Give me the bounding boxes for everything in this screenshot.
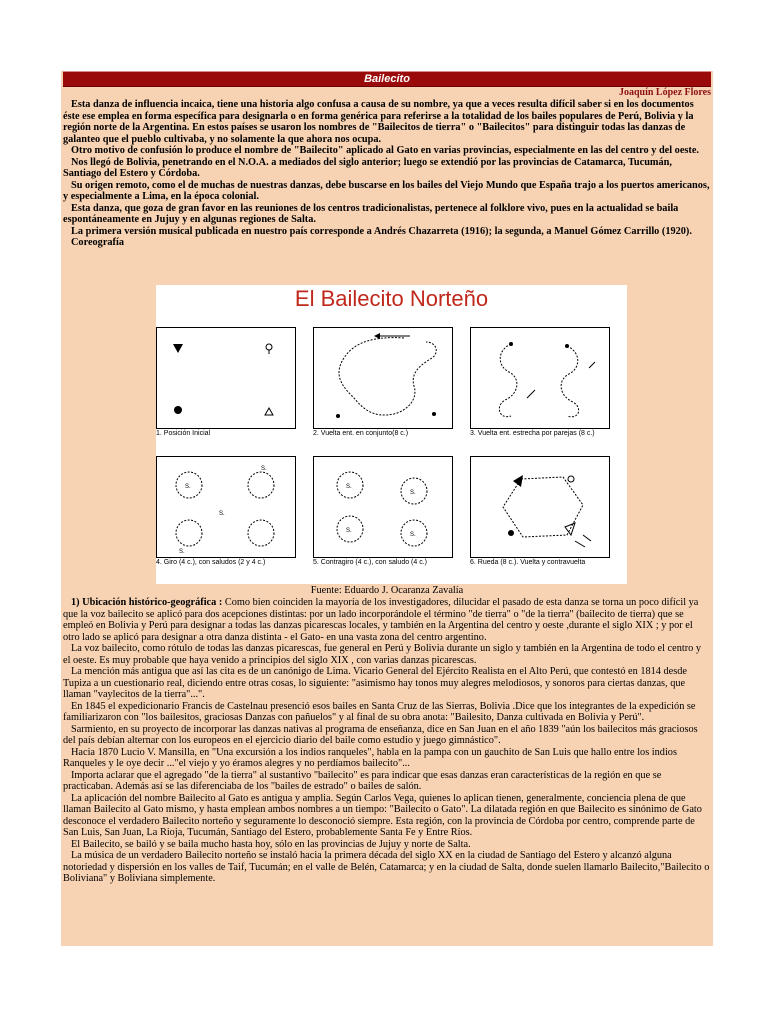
figure-step-2: [313, 327, 453, 439]
history-paragraph: En 1845 el expedicionario Francis de Castelnau presenció esos bailes en Santa Cruz de las Sierras, Bolivia .Dice que los integrantes de la expedición se familiarizaron con "los bailesitos, graciosas Danzas con pañuelos" y al final de su obra anota: "Bailesito, Danza cultivada en Bolivia y Perú".: [63, 700, 696, 723]
wheel-diagram: [471, 457, 609, 557]
figure-caption: 5. Contragiro (4 c.), con saludo (4 c.): [313, 559, 427, 566]
section-heading: 1) Ubicación histórico-geográfica :: [71, 597, 223, 608]
group-turn-diagram: [314, 328, 452, 428]
history-section: [63, 597, 710, 885]
marker-s: S.: [261, 466, 267, 472]
marker-s: S.: [346, 484, 352, 490]
marker-s: S.: [346, 528, 352, 534]
page-title: Bailecito: [364, 73, 410, 85]
choreography-figure: [156, 285, 627, 584]
figure-step-3: [470, 327, 610, 439]
paragraph-text: Como bien coinciden la mayoría de los investigadores, dilucidar el pasado de esta danza se torna un poco difícil ya que la voz bailecito se aplicó para dos acepciones distintas: por un lado incorporándole el término "de tierra" o "de la tierra" (bailecito de tierra) que se empleó en Bolivia y Perú para designar a todas las danzas picarescas locales, y también en la Argentina del centro y oeste ,durante el siglo XIX ; y por el otro lado se aplicó para designar a otra danza distinta - el Gato- en una vasta zona del centro argentino.: [63, 597, 699, 643]
intro-paragraph: Esta danza de influencia incaica, tiene una historia algo confusa a causa de su nombre, ya que a veces resulta difícil saber si en los documentos éste ese emplea en forma específica para designarla o en forma genérica para referirse a la totalidad de los bailes populares de Perú, Bolivia y la región norte de la Argentina. En estos países se usaron los nombres de "Bailecitos de tierra" o "Bailecitos" para distinguir todas las danzas de galanteo que el pueblo cultivaba, y no solamente la que ahora nos ocupa.: [63, 99, 694, 145]
figure-source: Fuente: Eduardo J. Ocaranza Zavalía: [310, 585, 464, 596]
figure-caption: 6. Rueda (8 c.). Vuelta y contravuelta: [470, 559, 586, 566]
history-paragraph: La voz bailecito, como rótulo de todas las danzas picarescas, fue general en Perú y Bolivia durante un siglo y también en la Argentina de todo el centro y el oeste. Es muy probable que haya venido a principios del siglo XIX , con varias danzas picarescas.: [63, 643, 702, 666]
history-paragraph: Sarmiento, en su proyecto de incorporar las danzas nativas al programa de enseñanza, dice en San Juan en el año 1839 "aún los bailecitos más graciosos del país debían alternar con los europeos en el ejercicio diario del baile como estudio y juego gimnástico".: [63, 723, 698, 746]
figure-step-5: [313, 456, 453, 568]
figure-caption: 3. Vuelta ent. estrecha por parejas (8 c.): [470, 430, 595, 437]
marker-s: S.: [185, 484, 191, 490]
couple-turn-diagram: [471, 328, 609, 428]
article-page: [61, 71, 713, 946]
intro-paragraph: Otro motivo de confusión lo produce el nombre de "Bailecito" aplicado al Gato en varias provincias, especialmente en las del centro y del oeste.: [71, 145, 699, 156]
choreography-label: Coreografía: [71, 237, 124, 248]
marker-s: S.: [179, 549, 185, 555]
history-paragraph: La aplicación del nombre Bailecito al Gato es antigua y amplia. Según Carlos Vega, quienes lo aplican tienen, generalmente, conciencia plena de que llaman Bailecito al Gato mismo, y hasta emplean ambos nombres a un tiempo: "Bailecito o Gato". La dilatada región en que Bailecito es sinónimo de Gato desconoce el verdadero Bailecito norteño y seguramente lo desconoció siempre. Esta región, con la provincia de Córdoba por centro, comprende parte de San Luis, San Juan, La Rioja, Tucumán, Santiago del Estero, probablemente Santa Fe y Entre Ríos.: [63, 792, 702, 838]
intro-paragraph: La primera versión musical publicada en nuestro país corresponde a Andrés Chazarreta (1916); la segunda, a Manuel Gómez Carrillo (1920).: [71, 225, 692, 237]
marker-s: S.: [410, 532, 416, 538]
figure-caption: 4. Giro (4 c.), con saludos (2 y 4 c.): [156, 559, 266, 566]
figure-step-6: [470, 456, 610, 568]
figure-step-1: [156, 327, 296, 439]
history-paragraph: El Bailecito, se bailó y se baila mucho hasta hoy, sólo en las provincias de Jujuy y norte de Salta.: [71, 838, 471, 850]
history-paragraph: Importa aclarar que el agregado "de la tierra" al sustantivo "bailecito" es para indicar que esas danzas eran características de la región en que se practicaban. Además así se las diferenciaba de los "bailes de estrado" o bailes de salón.: [63, 769, 662, 792]
title-bar: [63, 71, 711, 87]
figure-title: El Bailecito Norteño: [294, 286, 489, 311]
intro-paragraph: Su origen remoto, como el de muchas de nuestras danzas, debe buscarse en los bailes del Viejo Mundo que España trajo a los puertos americanos, y especialmente a Lima, en la época colonial.: [63, 179, 710, 202]
history-first-paragraph: [63, 597, 710, 643]
intro-paragraph: Nos llegó de Bolivia, penetrando en el N.O.A. a mediados del siglo anterior; luego se extendió por las provincias de Catamarca, Tucumán, Santiago del Estero y Córdoba.: [63, 156, 672, 179]
spin-diagram: [157, 457, 295, 557]
figure-step-4: [156, 456, 296, 568]
marker-s: S.: [219, 511, 225, 517]
figure-caption: 1. Posición Inicial: [156, 430, 211, 437]
history-paragraph: La música de un verdadero Bailecito norteño se instaló hacia la primera década del siglo XX en la ciudad de Santiago del Estero y alcanzó alguna notoriedad y dispersión en los valles de Taif, Tucumán; en el valle de Belén, Catamarca; y en la ciudad de Salta, donde suelen llamarlo Bailecito,"Bailecito o Boliviana" y Boliviana simplemente.: [63, 850, 710, 884]
author-name: Joaquín López Flores: [618, 87, 711, 98]
counter-spin-diagram: [314, 457, 452, 557]
figure-caption: 2. Vuelta ent. en conjunto(8 c.): [313, 430, 409, 437]
initial-position-diagram: [157, 328, 295, 428]
intro-paragraph: Esta danza, que goza de gran favor en las reuniones de los centros tradicionalistas, pertenece al folklore vivo, pues en la actualidad se baila espontáneamente en Jujuy y en algunas regiones de Salta.: [63, 202, 679, 225]
history-paragraph: La mención más antigua que así las cita es de un canónigo de Lima. Vicario General del Ejército Realista en el Alto Perú, que contestó en 1814 desde Tupiza a un cuestionario real, diciendo entre otras cosas, lo siguiente: "asimismo hay tonos muy alegres melodiosos, y sonoros para ciertas danzas, que llaman "vaylecitos de la tierra"...".: [63, 666, 687, 700]
history-paragraph: Hacia 1870 Lucio V. Mansilla, en "Una excursión a los indios ranqueles", habla en la pampa con un gauchito de San Luis que hallo entre los indios Ranqueles y le oye decir ..."el viejo y yo éramos alegres y no perdíamos bailecito"...: [63, 746, 677, 769]
intro-section: [63, 99, 710, 249]
marker-s: S.: [410, 490, 416, 496]
